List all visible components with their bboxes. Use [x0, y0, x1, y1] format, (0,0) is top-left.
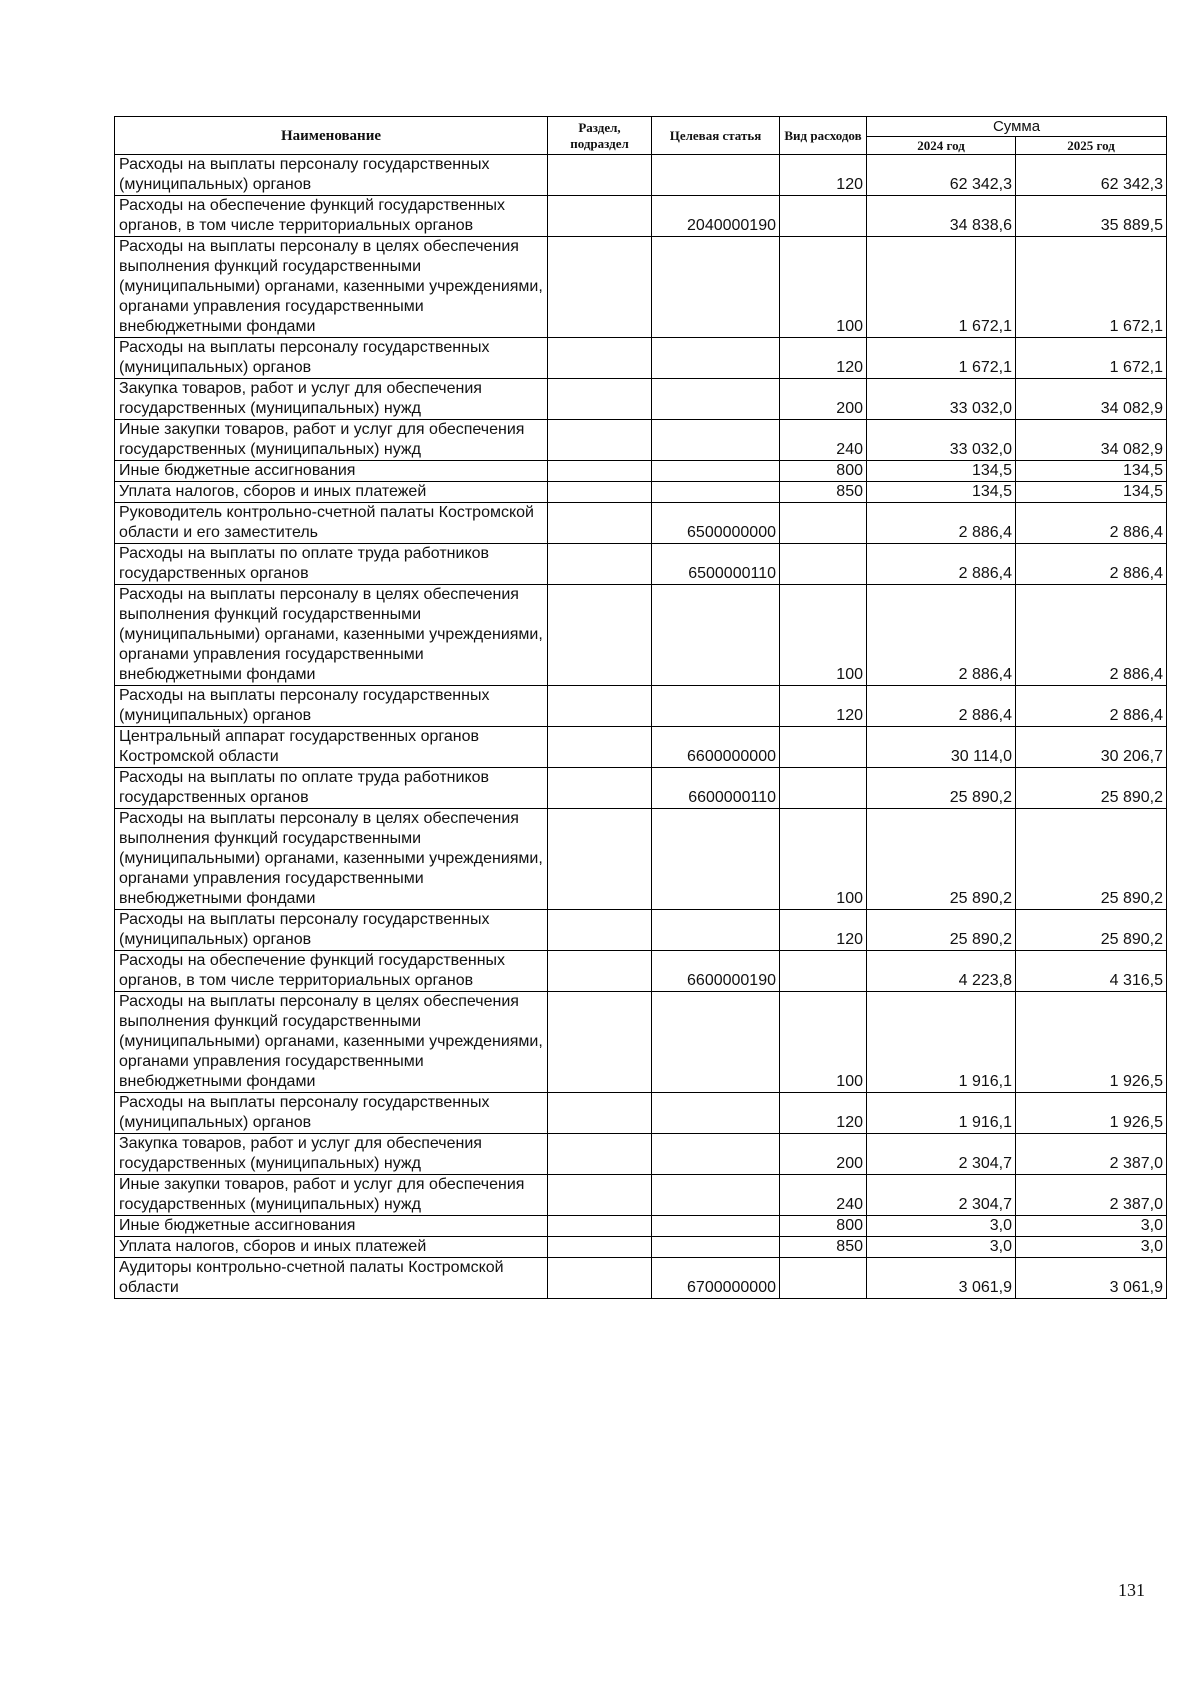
table-row — [115, 686, 1167, 727]
cell-name: Иные бюджетные ассигнования — [115, 1216, 548, 1237]
cell-kind: 120 — [780, 910, 867, 951]
header-section: Раздел, подраздел — [548, 117, 652, 155]
page-number: 131 — [1118, 1580, 1145, 1600]
cell-target: 6600000190 — [652, 951, 780, 992]
cell-name: Руководитель контрольно-счетной палаты Костромской области и его заместитель — [115, 503, 548, 544]
cell-name: Расходы на обеспечение функций государственных органов, в том числе территориальных органов — [115, 951, 548, 992]
cell-section — [548, 686, 652, 727]
cell-name: Расходы на выплаты персоналу государственных (муниципальных) органов — [115, 155, 548, 196]
cell-kind: 100 — [780, 237, 867, 338]
table-row — [115, 992, 1167, 1093]
cell-2024: 34 838,6 — [867, 196, 1016, 237]
cell-kind — [780, 768, 867, 809]
cell-target — [652, 338, 780, 379]
table-row — [115, 461, 1167, 482]
cell-2024: 4 223,8 — [867, 951, 1016, 992]
cell-2025: 2 886,4 — [1016, 503, 1167, 544]
table-row — [115, 338, 1167, 379]
cell-kind: 100 — [780, 585, 867, 686]
cell-2024: 3,0 — [867, 1237, 1016, 1258]
cell-name: Иные закупки товаров, работ и услуг для обеспечения государственных (муниципальных) нужд — [115, 1175, 548, 1216]
cell-section — [548, 237, 652, 338]
cell-target — [652, 1216, 780, 1237]
cell-2025: 3 061,9 — [1016, 1258, 1167, 1299]
table-row — [115, 482, 1167, 503]
cell-name: Расходы на выплаты персоналу в целях обеспечения выполнения функций государственными (муниципальными) органами, казенными учреждениями, органами управления государственными внебюджетными фондами — [115, 992, 548, 1093]
cell-2024: 2 886,4 — [867, 686, 1016, 727]
table-row — [115, 951, 1167, 992]
cell-section — [548, 727, 652, 768]
cell-section — [548, 809, 652, 910]
cell-name: Расходы на выплаты персоналу государственных (муниципальных) органов — [115, 686, 548, 727]
table-row — [115, 1216, 1167, 1237]
cell-name: Расходы на выплаты по оплате труда работников государственных органов — [115, 768, 548, 809]
cell-name: Расходы на выплаты персоналу в целях обеспечения выполнения функций государственными (муниципальными) органами, казенными учреждениями, органами управления государственными внебюджетными фондами — [115, 809, 548, 910]
cell-section — [548, 1175, 652, 1216]
cell-section — [548, 503, 652, 544]
cell-kind — [780, 503, 867, 544]
table-row — [115, 1175, 1167, 1216]
cell-name: Расходы на обеспечение функций государственных органов, в том числе территориальных органов — [115, 196, 548, 237]
cell-2025: 1 672,1 — [1016, 237, 1167, 338]
cell-2024: 1 916,1 — [867, 1093, 1016, 1134]
cell-target — [652, 1134, 780, 1175]
table-row — [115, 155, 1167, 196]
cell-target — [652, 992, 780, 1093]
table-row — [115, 237, 1167, 338]
table-row — [115, 809, 1167, 910]
cell-2025: 30 206,7 — [1016, 727, 1167, 768]
cell-target: 6500000000 — [652, 503, 780, 544]
table-body — [115, 155, 1167, 1299]
header-kind: Вид расходов — [780, 117, 867, 155]
cell-2024: 33 032,0 — [867, 379, 1016, 420]
table-row — [115, 1093, 1167, 1134]
header-sum: Сумма — [867, 117, 1167, 137]
cell-2025: 134,5 — [1016, 482, 1167, 503]
cell-2025: 25 890,2 — [1016, 910, 1167, 951]
cell-2024: 134,5 — [867, 482, 1016, 503]
cell-2024: 2 304,7 — [867, 1175, 1016, 1216]
cell-2025: 2 886,4 — [1016, 544, 1167, 585]
cell-2025: 1 672,1 — [1016, 338, 1167, 379]
cell-2025: 34 082,9 — [1016, 379, 1167, 420]
table-header — [115, 117, 1167, 155]
cell-kind — [780, 727, 867, 768]
cell-2025: 62 342,3 — [1016, 155, 1167, 196]
cell-kind: 850 — [780, 482, 867, 503]
cell-2025: 134,5 — [1016, 461, 1167, 482]
cell-target — [652, 482, 780, 503]
cell-target: 6700000000 — [652, 1258, 780, 1299]
cell-section — [548, 1134, 652, 1175]
cell-2024: 2 886,4 — [867, 585, 1016, 686]
cell-section — [548, 768, 652, 809]
cell-kind: 850 — [780, 1237, 867, 1258]
cell-kind: 800 — [780, 1216, 867, 1237]
table-row — [115, 196, 1167, 237]
cell-target — [652, 155, 780, 196]
cell-2024: 3 061,9 — [867, 1258, 1016, 1299]
cell-target — [652, 379, 780, 420]
cell-name: Расходы на выплаты персоналу государственных (муниципальных) органов — [115, 338, 548, 379]
cell-kind: 120 — [780, 155, 867, 196]
cell-2025: 1 926,5 — [1016, 992, 1167, 1093]
header-name: Наименование — [115, 117, 548, 155]
cell-2024: 2 886,4 — [867, 503, 1016, 544]
cell-2024: 25 890,2 — [867, 910, 1016, 951]
cell-2025: 1 926,5 — [1016, 1093, 1167, 1134]
cell-kind: 800 — [780, 461, 867, 482]
cell-section — [548, 544, 652, 585]
table-row — [115, 1258, 1167, 1299]
cell-target — [652, 237, 780, 338]
cell-name: Иные закупки товаров, работ и услуг для обеспечения государственных (муниципальных) нужд — [115, 420, 548, 461]
cell-section — [548, 585, 652, 686]
cell-target: 6600000000 — [652, 727, 780, 768]
cell-name: Центральный аппарат государственных органов Костромской области — [115, 727, 548, 768]
cell-section — [548, 1237, 652, 1258]
cell-2024: 1 916,1 — [867, 992, 1016, 1093]
cell-name: Уплата налогов, сборов и иных платежей — [115, 1237, 548, 1258]
cell-2024: 25 890,2 — [867, 768, 1016, 809]
table-row — [115, 727, 1167, 768]
table-row — [115, 1237, 1167, 1258]
cell-name: Расходы на выплаты персоналу государственных (муниципальных) органов — [115, 1093, 548, 1134]
cell-target — [652, 1237, 780, 1258]
cell-section — [548, 951, 652, 992]
cell-2025: 35 889,5 — [1016, 196, 1167, 237]
cell-2025: 2 886,4 — [1016, 585, 1167, 686]
table-row — [115, 910, 1167, 951]
cell-section — [548, 379, 652, 420]
cell-2025: 25 890,2 — [1016, 809, 1167, 910]
cell-2025: 3,0 — [1016, 1216, 1167, 1237]
cell-kind — [780, 1258, 867, 1299]
table-row — [115, 1134, 1167, 1175]
cell-section — [548, 420, 652, 461]
cell-name: Расходы на выплаты по оплате труда работников государственных органов — [115, 544, 548, 585]
cell-kind: 120 — [780, 1093, 867, 1134]
cell-kind: 200 — [780, 379, 867, 420]
cell-target — [652, 1175, 780, 1216]
cell-section — [548, 1258, 652, 1299]
cell-2025: 3,0 — [1016, 1237, 1167, 1258]
cell-name: Расходы на выплаты персоналу государственных (муниципальных) органов — [115, 910, 548, 951]
cell-2024: 3,0 — [867, 1216, 1016, 1237]
cell-section — [548, 1093, 652, 1134]
cell-2024: 2 886,4 — [867, 544, 1016, 585]
cell-kind: 120 — [780, 338, 867, 379]
cell-section — [548, 196, 652, 237]
cell-section — [548, 155, 652, 196]
cell-kind: 240 — [780, 420, 867, 461]
cell-2025: 34 082,9 — [1016, 420, 1167, 461]
cell-target: 6600000110 — [652, 768, 780, 809]
cell-kind — [780, 196, 867, 237]
cell-name: Аудиторы контрольно-счетной палаты Костромской области — [115, 1258, 548, 1299]
cell-target: 6500000110 — [652, 544, 780, 585]
cell-target — [652, 910, 780, 951]
cell-target — [652, 420, 780, 461]
header-year-2024: 2024 год — [867, 137, 1016, 155]
cell-target — [652, 686, 780, 727]
cell-2025: 2 886,4 — [1016, 686, 1167, 727]
cell-2024: 62 342,3 — [867, 155, 1016, 196]
cell-kind — [780, 544, 867, 585]
table-row — [115, 379, 1167, 420]
cell-kind: 120 — [780, 686, 867, 727]
cell-name: Уплата налогов, сборов и иных платежей — [115, 482, 548, 503]
cell-name: Закупка товаров, работ и услуг для обеспечения государственных (муниципальных) нужд — [115, 1134, 548, 1175]
cell-2024: 1 672,1 — [867, 237, 1016, 338]
cell-name: Иные бюджетные ассигнования — [115, 461, 548, 482]
cell-2024: 134,5 — [867, 461, 1016, 482]
cell-section — [548, 461, 652, 482]
cell-2024: 33 032,0 — [867, 420, 1016, 461]
table-row — [115, 503, 1167, 544]
cell-section — [548, 338, 652, 379]
cell-2025: 2 387,0 — [1016, 1175, 1167, 1216]
header-target: Целевая статья — [652, 117, 780, 155]
table-row — [115, 420, 1167, 461]
cell-2024: 30 114,0 — [867, 727, 1016, 768]
cell-kind — [780, 951, 867, 992]
cell-section — [548, 992, 652, 1093]
cell-name: Закупка товаров, работ и услуг для обеспечения государственных (муниципальных) нужд — [115, 379, 548, 420]
cell-kind: 240 — [780, 1175, 867, 1216]
cell-section — [548, 910, 652, 951]
cell-2024: 25 890,2 — [867, 809, 1016, 910]
table-row — [115, 768, 1167, 809]
cell-target: 2040000190 — [652, 196, 780, 237]
table-row — [115, 585, 1167, 686]
header-year-2025: 2025 год — [1016, 137, 1167, 155]
cell-section — [548, 482, 652, 503]
budget-table — [114, 116, 1167, 1299]
cell-kind: 100 — [780, 992, 867, 1093]
cell-2024: 2 304,7 — [867, 1134, 1016, 1175]
cell-2025: 25 890,2 — [1016, 768, 1167, 809]
table-row — [115, 544, 1167, 585]
cell-kind: 100 — [780, 809, 867, 910]
cell-2025: 4 316,5 — [1016, 951, 1167, 992]
cell-target — [652, 809, 780, 910]
cell-target — [652, 461, 780, 482]
cell-target — [652, 1093, 780, 1134]
cell-kind: 200 — [780, 1134, 867, 1175]
cell-2025: 2 387,0 — [1016, 1134, 1167, 1175]
cell-2024: 1 672,1 — [867, 338, 1016, 379]
cell-name: Расходы на выплаты персоналу в целях обеспечения выполнения функций государственными (муниципальными) органами, казенными учреждениями, органами управления государственными внебюджетными фондами — [115, 237, 548, 338]
cell-section — [548, 1216, 652, 1237]
cell-target — [652, 585, 780, 686]
cell-name: Расходы на выплаты персоналу в целях обеспечения выполнения функций государственными (муниципальными) органами, казенными учреждениями, органами управления государственными внебюджетными фондами — [115, 585, 548, 686]
